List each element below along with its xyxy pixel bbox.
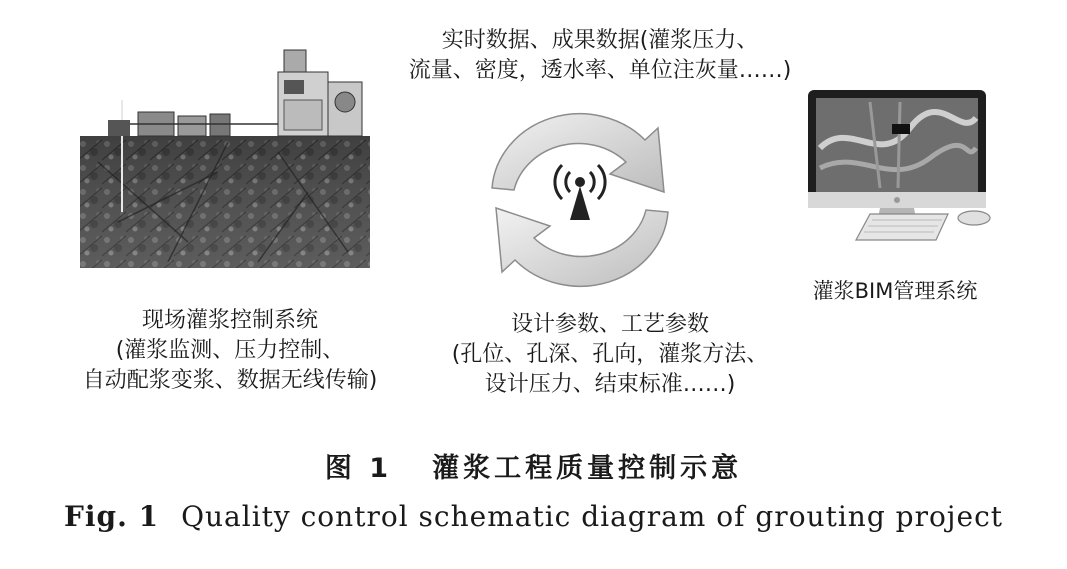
figure-number-chinese: 图 1 (324, 453, 393, 484)
design-params-line1: 设计参数、工艺参数 (510, 312, 709, 337)
figure-caption-english (0, 500, 1067, 533)
keyboard-icon (852, 210, 952, 250)
figure-title-english: Quality control schematic diagram of grouting project (181, 500, 1003, 533)
realtime-data-label (340, 26, 860, 86)
design-params-line3: 设计压力、结束标准……) (484, 372, 736, 397)
grouting-site-image (78, 42, 378, 272)
mouse-icon (954, 208, 994, 228)
realtime-data-line2: 流量、密度，透水率、单位注灰量……) (408, 58, 792, 83)
site-control-line1: 现场灌浆控制系统 (141, 308, 318, 333)
realtime-data-line1: 实时数据、成果数据(灌浆压力、 (441, 28, 759, 53)
figure-caption-chinese (0, 446, 1067, 485)
design-params-line2: (孔位、孔深、孔向，灌浆方法、 (451, 342, 769, 367)
figure-title-chinese: 灌浆工程质量控制示意 (432, 453, 743, 484)
bim-system-label: 灌浆BIM管理系统 (812, 279, 978, 303)
site-control-line2: (灌浆监测、压力控制、 (115, 338, 345, 363)
site-control-system-label (30, 306, 430, 396)
figure-number-english: Fig. 1 (63, 500, 160, 533)
design-parameters-label (390, 310, 830, 400)
site-control-line3: 自动配浆变浆、数据无线传输) (82, 368, 378, 393)
wireless-antenna-icon (548, 160, 612, 230)
